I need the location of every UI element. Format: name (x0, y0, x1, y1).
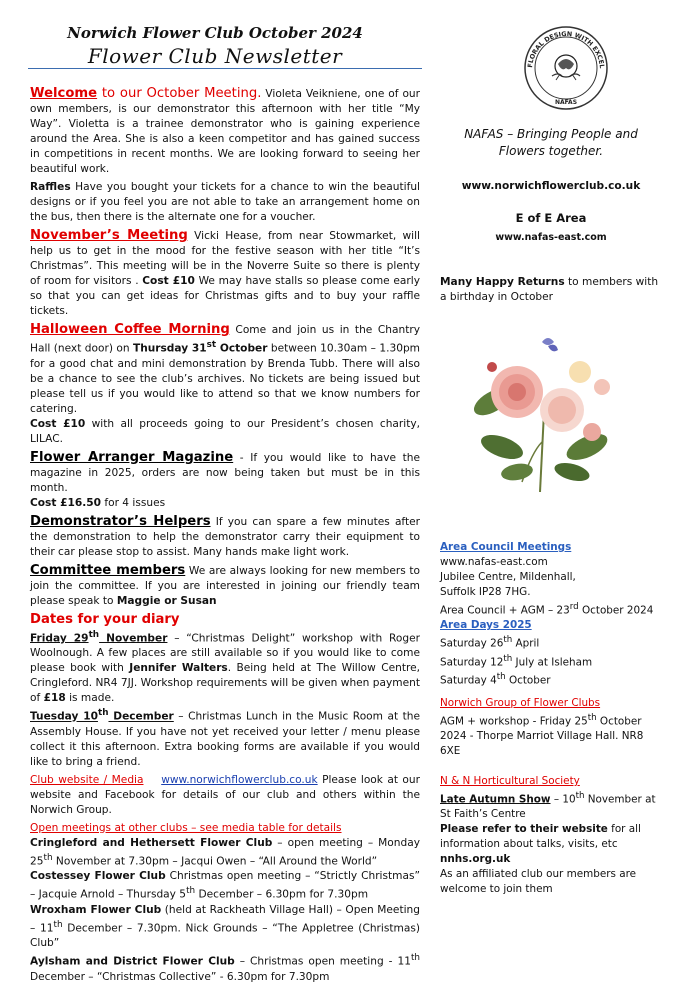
november-section (30, 228, 420, 319)
area-day-2-sup: th (503, 653, 513, 664)
open-meetings-heading: Open meetings at other clubs – see media table for details (30, 821, 342, 834)
dates-item1-body-2: . Being held at The Willow Centre, Cringleford. NR4 7JJ. Workshop requirements will be given when payment of (30, 662, 421, 705)
club-1-sup: th (43, 852, 53, 863)
november-heading: November’s Meeting (30, 228, 188, 243)
nn-refer-bold: Please refer to their website (440, 823, 608, 836)
club-4-body: – Christmas open meeting - 11 (234, 955, 411, 968)
nn-refer (440, 822, 662, 852)
birthday-heading: Many Happy Returns (440, 276, 565, 288)
magazine-body: - If you would like to have the magazine in 2025, orders are now being taken but must be in this month. (30, 451, 420, 494)
club-4-name: Aylsham and District Flower Club (30, 955, 235, 968)
area-day-3 (440, 670, 662, 688)
magazine-section (30, 450, 420, 511)
right-website-link[interactable]: www.norwichflowerclub.co.uk (461, 180, 641, 192)
dates-item1-cost: £18 (43, 692, 66, 705)
title-rule (28, 68, 422, 69)
club-website-link[interactable]: www.norwichflowerclub.co.uk (161, 773, 318, 786)
club-4-body-2: December – “Christmas Collective” - 6.30pm for 7.30pm (30, 970, 330, 983)
club-2-name: Costessey Flower Club (30, 870, 166, 883)
area-day-3-sup: th (496, 672, 506, 683)
norwich-group-details: October 2024 - Thorpe Marriot Village Hall. NR8 6XE (440, 715, 644, 758)
nn-show-title: Late Autumn Show (440, 793, 551, 806)
club-1-body: – open meeting – Monday 25 (30, 836, 420, 868)
welcome-heading: Welcome (30, 86, 98, 101)
nn-show-details: November at St Faith’s Centre (440, 793, 656, 821)
november-cost: Cost £10 (142, 275, 195, 287)
club-1-name: Cringleford and Hethersett Flower Club (30, 836, 273, 849)
norwich-group-heading: Norwich Group of Flower Clubs (440, 697, 601, 709)
dates-item1-body-3: is made. (65, 692, 115, 705)
club-3-name: Wroxham Flower Club (30, 903, 162, 916)
helpers-body: If you can spare a few minutes after the demonstration to help the demonstrator carry their equipment to their car please stop to assist. Many hands make light work. (30, 515, 421, 558)
halloween-date-sup: st (206, 340, 217, 350)
halloween-body: Come and join us in the Chantry Hall (next door) on (30, 324, 420, 355)
norwich-group-section (440, 696, 662, 759)
dates-item2-month: December (108, 710, 174, 723)
area-council-heading: Area Council Meetings (440, 541, 572, 553)
area-day-1-date: Saturday 26 (440, 637, 504, 650)
nn-refer-body: for all information about talks, visits, etc (440, 823, 641, 851)
club-1-body-2: November at 7.30pm – Jacqui Owen – “All Around the World” (52, 855, 378, 868)
dates-item1-date: Friday 29 (30, 632, 89, 645)
area-council-section (440, 540, 662, 689)
dates-item1-body: – “Christmas Delight” workshop with Roger Woolnough. A few places are still available so if you would like to come please book with (30, 632, 420, 675)
club-3-body-2: December – 7.30pm. Nick Grounds – “The Appletree (Christmas) Club” (30, 922, 420, 950)
club-3-body: (held at Rackheath Village Hall) – Open Meeting – 11 (30, 903, 420, 935)
nafas-seal-icon (522, 18, 610, 118)
club-2-body-2: December – 6.30pm for 7.30pm (195, 888, 369, 901)
halloween-cost: Cost £10 (30, 417, 86, 430)
halloween-section (30, 322, 420, 447)
halloween-heading: Halloween Coffee Morning (30, 322, 230, 337)
committee-section (30, 563, 420, 609)
norwich-group-sup: th (587, 713, 597, 723)
area-council-line-1: Jubilee Centre, Mildenhall, (440, 571, 576, 583)
website-section (30, 773, 420, 818)
norwich-group-body (440, 711, 662, 759)
area-council-sup: rd (569, 602, 579, 612)
newsletter-title: Flower Club Newsletter (87, 44, 343, 68)
area-council-url[interactable]: www.nafas-east.com (440, 556, 548, 568)
area-day-2 (440, 652, 662, 670)
area-council-agm-date: October 2024 (578, 604, 654, 617)
birthday-body: to members with a birthday in October (440, 276, 659, 303)
raffles-heading: Raffles (30, 181, 71, 193)
svg-text:NAFAS: NAFAS (554, 99, 578, 106)
magazine-heading: Flower Arranger Magazine (30, 449, 234, 465)
november-body: Vicki Hease, from near Stowmarket, will help us to get in the mood for the festive season with her title “It’s Christmas”. This meeting will be in the Noverre Suite so there is plenty of room for visitors . (30, 230, 420, 287)
halloween-body-2: between 10.30am – 1.30pm for a good chat and mini demonstration by Brenda Tubb. There will also be a chance to see the club’s archives. No tickets are being issued but please tell us if you would like to attend so that we know numbers for catering. (30, 342, 420, 415)
area-day-1-sup: th (503, 635, 513, 646)
area-day-3-month: October (505, 674, 551, 687)
website-heading: Club website / Media (30, 773, 144, 786)
norwich-group-agm: AGM + workshop - Friday 25 (440, 715, 588, 728)
dates-item1-month: November (99, 632, 168, 645)
area-day-2-date: Saturday 12 (440, 656, 504, 669)
welcome-body: Violeta Veikniene, one of our own members, is our demonstrator this afternoon with her title “My Way”. Violetta is a trainee demonstrator who is gaining experience around the Area. She is also a keen competitor and has gained success in competitions in recent months. We are looking forward to seeing her beautiful work. (30, 88, 420, 175)
club-2-sup: th (186, 886, 196, 897)
dates-heading: Dates for your diary (30, 611, 180, 627)
welcome-section (30, 86, 420, 177)
newsletter-date-title: Norwich Flower Club October 2024 (67, 24, 363, 42)
area-council-line-2: Suffolk IP28 7HG. (440, 586, 531, 598)
open-meetings-section (30, 821, 420, 985)
committee-names: Maggie or Susan (116, 594, 217, 607)
dates-item2-body: – Christmas Lunch in the Music Room at the Assembly House. If you have not yet received your letter / menu please collect it this afternoon. Extra booking forms are available if you would like to bring a friend. (30, 710, 420, 768)
nn-final: As an affiliated club our members are welcome to join them (440, 868, 637, 896)
november-body-2: We may have stalls so please come early so that you can get ideas for Christmas gifts and to buy your raffle tickets. (30, 275, 420, 317)
welcome-heading-rest: to our October Meeting. (97, 86, 262, 101)
area-heading: E of E Area (515, 211, 587, 225)
website-body: Please look at our website and Facebook for details of our club and others within the Norwich Group. (30, 773, 420, 816)
area-council-line-3 (440, 600, 662, 618)
rose-illustration (462, 332, 622, 502)
rose-icon (462, 332, 622, 502)
area-days-heading: Area Days 2025 (440, 619, 532, 632)
halloween-date-month: October (216, 342, 268, 355)
dates-item1-name: Jennifer Walters (129, 662, 228, 675)
halloween-date: Thursday 31 (132, 342, 207, 355)
area-council-agm: Area Council + AGM – 23 (440, 604, 570, 617)
dates-section (30, 612, 420, 770)
dates-item2-date: Tuesday 10 (30, 710, 98, 723)
club-3-sup: th (53, 919, 63, 930)
helpers-section (30, 514, 420, 560)
club-4-sup: th (410, 953, 420, 964)
nn-heading: N & N Horticultural Society (440, 775, 580, 787)
area-day-1 (440, 633, 662, 651)
nn-show-sup: th (575, 791, 585, 801)
nn-url[interactable]: nnhs.org.uk (440, 853, 511, 866)
committee-heading: Committee members (30, 562, 186, 578)
nafas-logo (522, 18, 610, 118)
dates-item2-sup: th (97, 708, 109, 719)
area-day-3-date: Saturday 4 (440, 674, 497, 687)
dates-item1-sup: th (88, 629, 100, 640)
raffles-section (30, 180, 420, 225)
nn-show-body: – 10 (550, 793, 576, 806)
left-column (30, 86, 420, 988)
svg-text:FLORAL DESIGN WITH EXCELLENCE: FLORAL DESIGN WITH EXCEL (526, 29, 606, 69)
nn-show (440, 789, 662, 822)
magazine-cost: Cost £16.50 (30, 496, 101, 509)
magazine-cost-body: for 4 issues (101, 496, 166, 509)
area-day-2-month: July at Isleham (512, 656, 593, 669)
nafas-tagline: NAFAS – Bringing People and Flowers together. (464, 127, 638, 158)
halloween-cost-body: with all proceeds going to our President’s chosen charity, LILAC. (30, 417, 420, 445)
area-url-link[interactable]: www.nafas-east.com (495, 232, 607, 243)
committee-body: We are always looking for new members to join the committee. If you are interested in joining our friendly team please speak to (30, 564, 420, 607)
raffles-body: Have you bought your tickets for a chance to win the beautiful designs or if you feel you are not able to take an arrangement home on the bus, then there is the alternate one for a voucher. (30, 181, 420, 223)
birthday-section (440, 275, 662, 305)
nn-horticultural-section (440, 774, 662, 897)
club-2-body: Christmas open meeting – “Strictly Christmas” – Jacquie Arnold – Thursday 5 (30, 870, 420, 901)
helpers-heading: Demonstrator’s Helpers (30, 513, 211, 529)
area-day-1-month: April (512, 637, 540, 650)
